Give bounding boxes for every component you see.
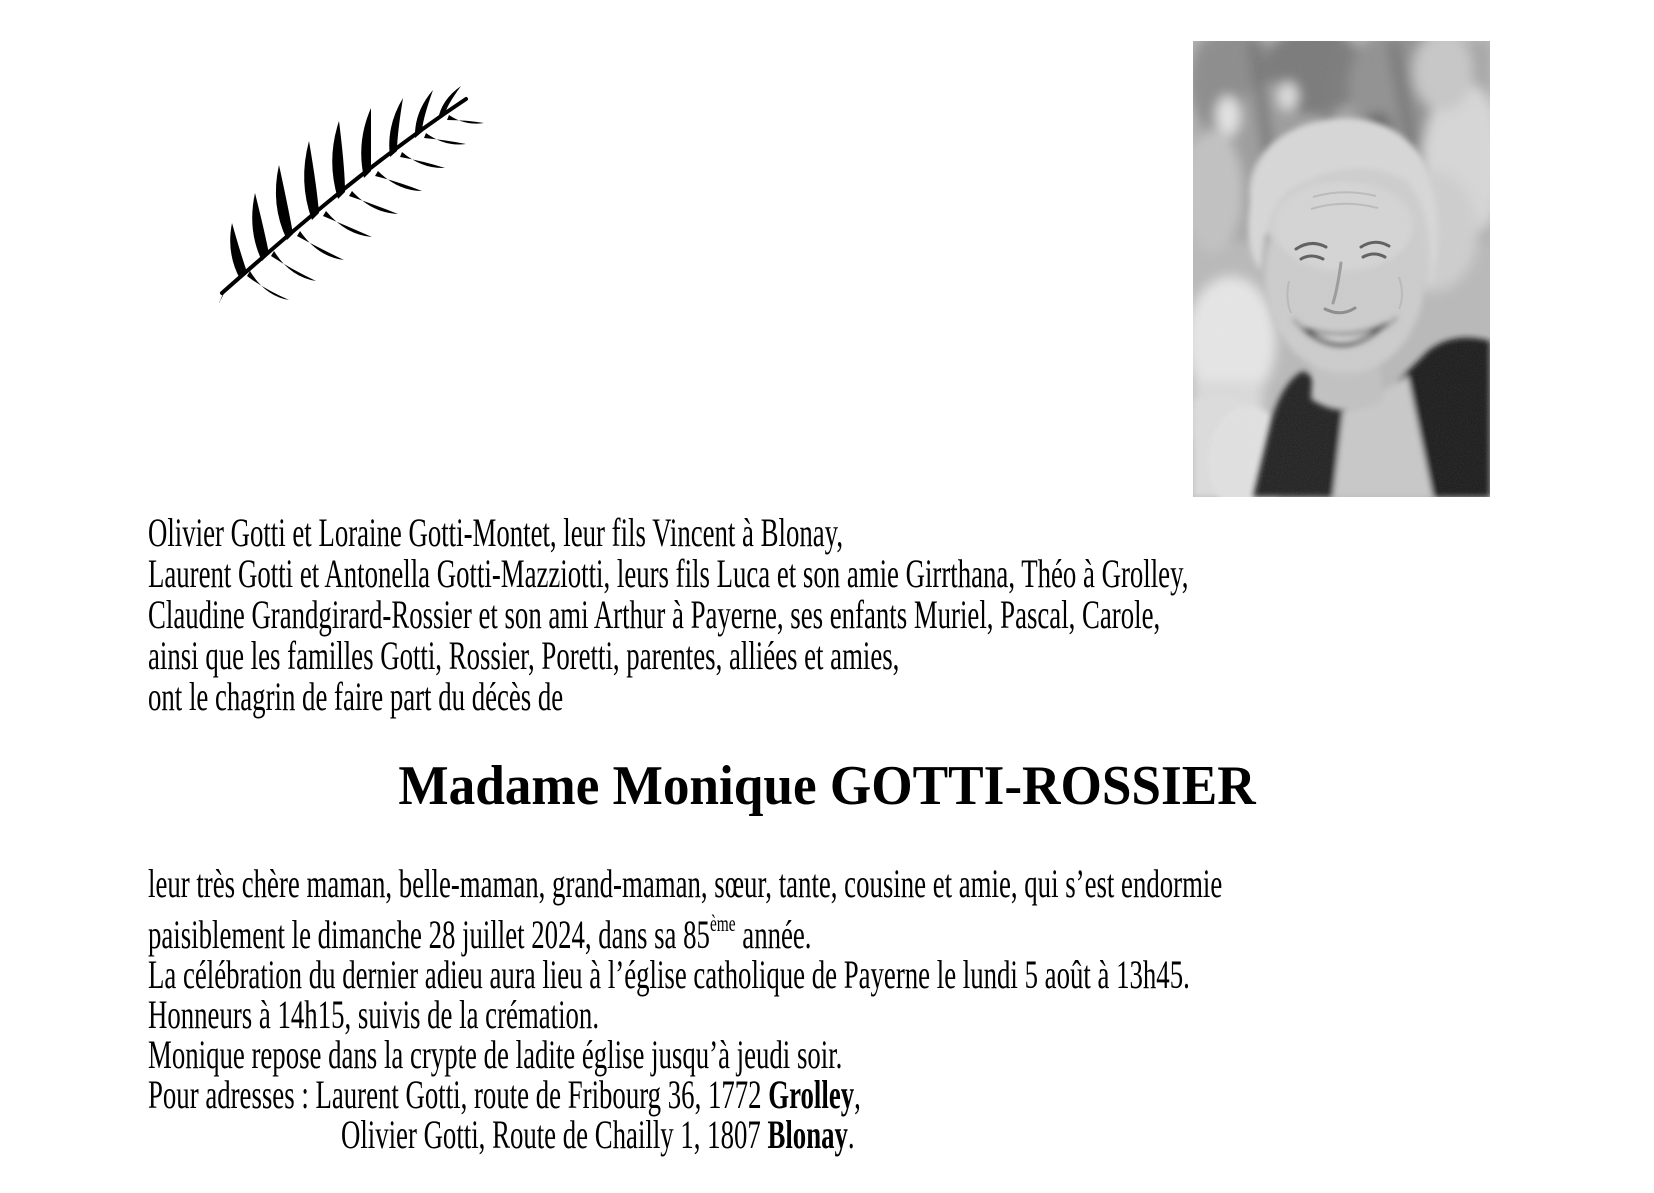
- announcement-line: ont le chagrin de faire part du décès de: [148, 674, 564, 719]
- details-text: année.: [735, 912, 812, 957]
- details-line: leur très chère maman, belle-maman, grand-maman, sœur, tante, cousine et amie, qui s’est endormie: [148, 861, 1223, 906]
- details-line: [148, 904, 1222, 955]
- ordinal-superscript: ème: [709, 911, 736, 936]
- details-line: Honneurs à 14h15, suivis de la crémation.: [148, 992, 600, 1037]
- deceased-name-title: Madame Monique GOTTI-ROSSIER: [398, 755, 1256, 817]
- address-town-bold: Grolley: [768, 1072, 855, 1117]
- details-text: paisiblement le dimanche 28 juillet 2024, dans sa 85: [148, 912, 710, 957]
- address-text: ,: [854, 1072, 861, 1117]
- announcement-line: Claudine Grandgirard-Rossier et son ami Arthur à Payerne, ses enfants Muriel, Pascal, Carole,: [148, 592, 1161, 637]
- announcement-line: ainsi que les familles Gotti, Rossier, Poretti, parentes, alliées et amies,: [148, 633, 900, 678]
- announcement-line: Laurent Gotti et Antonella Gotti-Mazziotti, leurs fils Luca et son amie Girrthana, Théo à Grolley,: [148, 551, 1189, 596]
- details-line: Monique repose dans la crypte de ladite église jusqu’à jeudi soir.: [148, 1032, 843, 1077]
- palm-branch-icon: [210, 83, 490, 303]
- address-town-bold: Blonay: [767, 1112, 848, 1157]
- address-text: .: [847, 1112, 855, 1157]
- announcement-line: Olivier Gotti et Loraine Gotti-Montet, leur fils Vincent à Blonay,: [148, 510, 844, 555]
- address-line: [148, 1112, 1222, 1157]
- details-line: La célébration du dernier adieu aura lieu à l’église catholique de Payerne le lundi 5 août à 13h45.: [148, 952, 1190, 997]
- address-line: [148, 1072, 1222, 1117]
- portrait-photo: [1193, 41, 1490, 497]
- family-announcement: [148, 512, 1654, 717]
- address-text: Olivier Gotti, Route de Chailly 1, 1807: [340, 1112, 768, 1157]
- address-text: Pour adresses : Laurent Gotti, route de Fribourg 36, 1772: [148, 1072, 769, 1117]
- funeral-details: [148, 861, 1654, 1157]
